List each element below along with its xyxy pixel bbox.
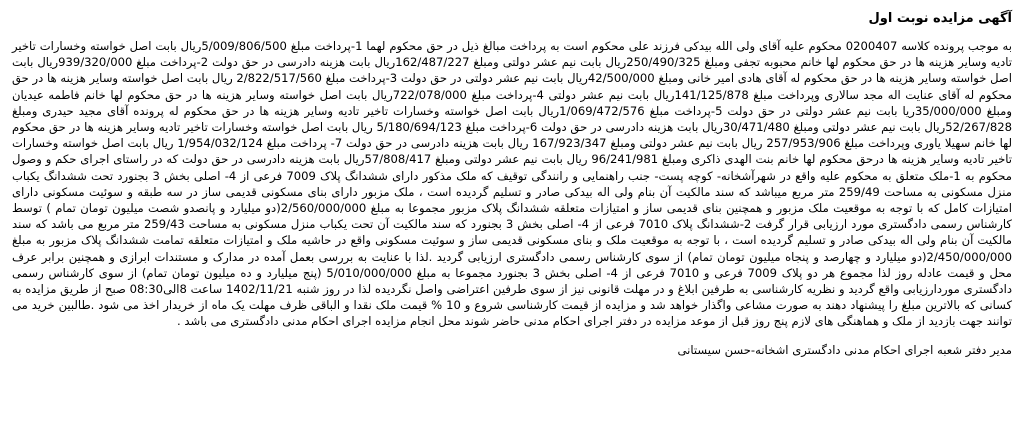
notice-body: به موجب پرونده کلاسه 0200407 محکوم علیه آقای ولی الله بیدکی فرزند علی محکوم است به پرداخت مبالغ ذیل در حق محکوم لهما 1-پرداخت مبلغ 5/009/806/500ریال بابت اصل خواسته وخسارات تاخیر تادیه وسایر هزینه ها در حق محکوم لها خانم محبوبه تجفی ومبلغ 250/490/325ریال بابت نیم عشر دولتی ومبلغ 162/487/227ریال بابت هزینه دادرسی در حق دولت 2-پرداخت مبلغ 939/320/000ریال بابت اصل خواسته وسایر هزینه ها در حق محکوم له آقای هادی امیر خانی ومبلغ 42/500/000ریال بابت نیم عشر دولتی در حق دولت 3-پرداخت مبلغ 2/822/517/560 ریال بابت اصل خواسته وسایر هزینه ها در حق محکوم له آقای عنایت اله مجد سالاری وپرداخت مبلغ 141/125/878ریال بابت نیم عشر دولتی 4-پرداخت مبلغ 722/078/000ریال بابت اصل خواسته وسایر هزینه ها در حق محکوم لها خانم فاطمه عیدیان ومبلغ 35/000/000ریا بابت نیم عشر دولتی در حق دولت 5-پرداخت مبلغ 1/069/472/576ریال بابت اصل خواسته وخسارات تاخیر تادیه وسایر هزینه ها در حق محکوم له پرونده آقای مجید حیدری ومبلغ 52/267/828ریال بابت نیم عشر دولتی ومبلغ 30/471/480ریال بابت هزینه دادرسی در حق دولت 6-پرداخت مبلغ 5/180/694/123 ریال بابت اصل خواسته وخسارات تاخیر تادیه وسایر هزینه ها در حق محکوم لها خانم سهیلا یاوری وپرداخت مبلغ 257/953/906 ریال بابت نیم عشر دولتی ومبلغ 167/923/347 ریال بابت هزینه دادرسی در حق دولت 7- پرداخت مبلغ 1/954/032/124 ریال بابت اصل خواسته وخسارات تاخیر تادیه وسایر هزینه ها درحق محکوم لها خانم بنت الهدی ذاکری ومبلغ 96/241/981 ریال بابت نیم عشر دولتی ومبلغ 57/808/417ریال بابت هزینه دادرسی در حق دولت که در راستای اجرای حکم و وصول محکوم به 1-ملک متعلق به محکوم علیه واقع در شهرآشخانه- کوچه پست- جنب راهنمایی و رانندگی توقیف که ملک مذکور دارای ششدانگ پلاک 7009 فرعی از 4- اصلی بخش 3 بجنورد تحت ششدانگ یکباب منزل مسکونی به مساحت 259/49 متر مربع میباشد که سند مالکیت آن بنام ولی اله بیدکی صادر و تسلیم گردیده است ، ملک مزبور دارای بنای مسکونی قدیمی ساز در سه طبقه و سوئیت مسکونی دارای امتیازات کامل که با توجه به موقعیت ملک مزبور و همچنین بنای قدیمی ساز و امتیازات متعلقه ششدانگ پلاک مزبور مجموعا به مبلغ 2/560/000/000(دو میلیارد و پانصدو شصت میلیون تومان تمام ) توسط کارشناس رسمی دادگستری مورد ارزیابی قرار گرفت 2-ششدانگ پلاک 7010 فرعی از 4- اصلی بخش 3 بجنورد که سند مالکیت آن تحت یکباب منزل مسکونی به مساحت 259/43 متر مربع می باشد که سند مالکیت آن بنام ولی اله بیدکی صادر و تسلیم گردیده است ، با توجه به موقعیت ملک و بنای مسکونی قدیمی ساز و سوئیت مسکونی واقع در حاشیه ملک و امتیازات متعلقه تمامت ششدانگ پلاک مزبور به مبلغ 2/450/000/000(دو میلیارد و چهارصد و پنجاه میلیون تومان تمام) از سوی کارشناس رسمی دادگستری ارزیابی گردید .لذا با عنایت به بررسی بعمل آمده در مدارک و مستندات ابرازی و همچنین برابر عرف محل و قیمت عادله روز لذا مجموع هر دو پلاک 7009 فرعی و 7010 فرعی از 4- اصلی بخش 3 بجنورد مجموعا به مبلغ 5/010/000/000 (پنج میلیارد و ده میلیون تومان تمام) از سوی کارشناس رسمی دادگستری موردارزیابی واقع گردید و نظریه کارشناسی به طرفین ابلاغ و در مهلت قانونی نیز از سوی طرفین اعتراضی واصل نگردیده لذا در روز شنبه 1402/11/21 ساعت 8الی08:30 صبح از طریق مزایده به کسانی که بالاترین مبلغ را پیشنهاد دهند به صورت مشاعی واگذار خواهد شد و مزایده از قیمت کارشناسی شروع و 10 % قیمت ملک نقدا و الباقی ظرف مهلت یک ماه از خریدار اخذ می شود .طالبین خرید می توانند جهت بازدید از ملک و هماهنگی های لازم پنج روز قبل از موعد مزایده در دفتر اجرای احکام مدنی حاضر شوند محل انجام مزایده اجرای احکام مدنی دادگستری می باشد . (12, 39, 1013, 329)
notice-title: آگهی مزایده نوبت اول (868, 11, 1012, 26)
notice-signature: مدیر دفتر شعبه اجرای احکام مدنی دادگستری اشخانه-حسن سیستانی (677, 342, 1012, 357)
